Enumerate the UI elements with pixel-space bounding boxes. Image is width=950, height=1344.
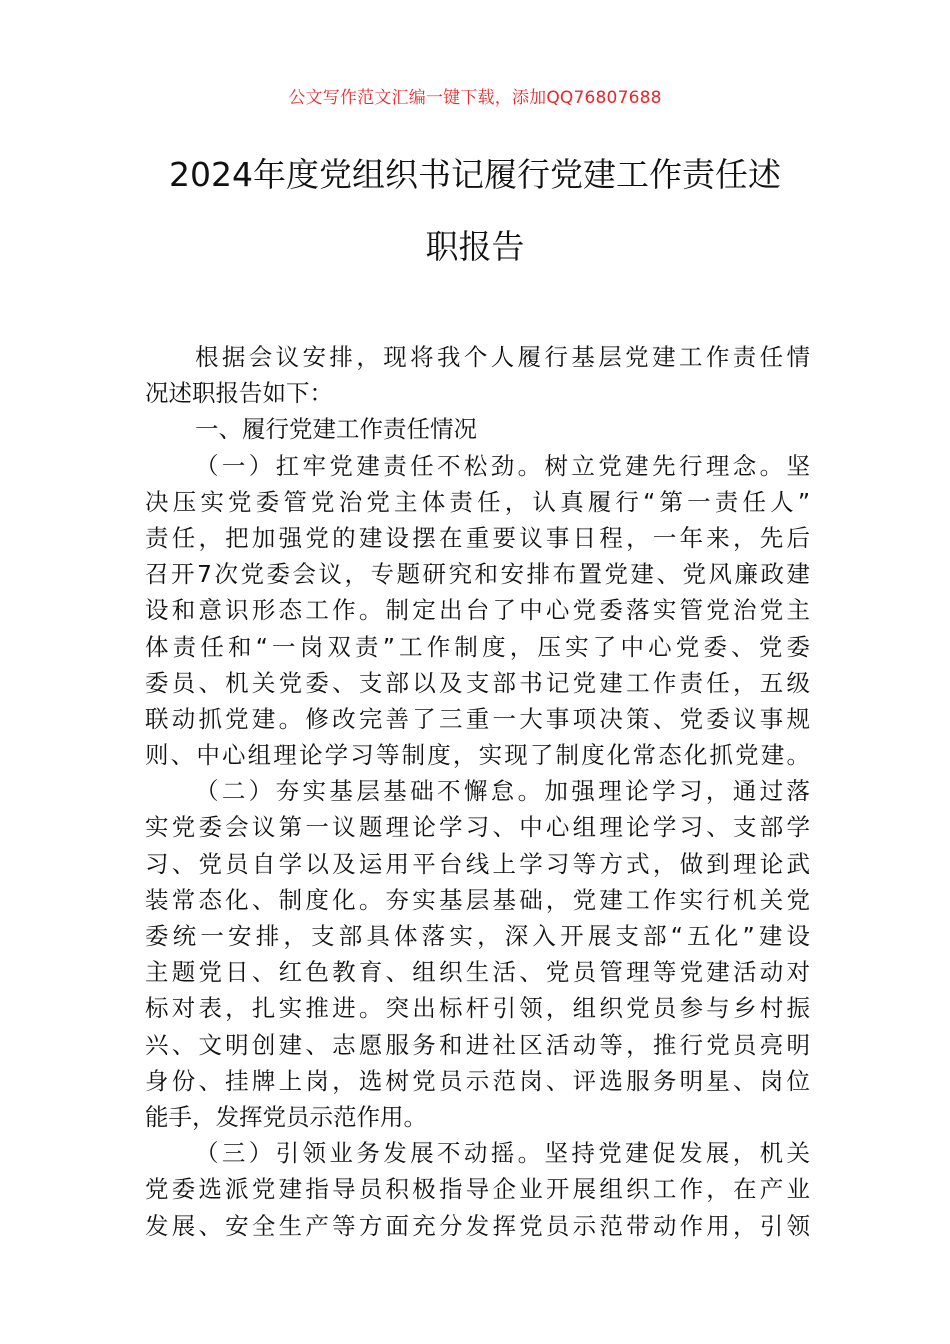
paragraph-2-line: 习、党员自学以及运用平台线上学习等方式，做到理论武 <box>145 849 810 878</box>
paragraph-2-line: 主题党日、红色教育、组织生活、党员管理等党建活动对 <box>145 958 810 987</box>
paragraph-2-line: 身份、挂牌上岗，选树党员示范岗、评选服务明星、岗位 <box>145 1066 810 1095</box>
document-body <box>145 339 810 1244</box>
paragraph-1-line: （一）扛牢党建责任不松劲。树立党建先行理念。坚 <box>195 451 810 480</box>
document-title-line-2: 职报告 <box>425 227 525 266</box>
paragraph-1-line: 联动抓党建。修改完善了三重一大事项决策、党委议事规 <box>145 704 810 733</box>
section-heading: 一、履行党建工作责任情况 <box>195 415 477 444</box>
paragraph-3-line: （三）引领业务发展不动摇。坚持党建促发展，机关 <box>195 1139 810 1168</box>
paragraph-1-line: 责任，把加强党的建设摆在重要议事日程，一年来，先后 <box>145 523 810 552</box>
paragraph-3-line: 党委选派党建指导员积极指导企业开展组织工作，在产业 <box>145 1175 810 1204</box>
paragraph-1-line: 则、中心组理论学习等制度，实现了制度化常态化抓党建。 <box>145 741 810 770</box>
paragraph-2-line: 装常态化、制度化。夯实基层基础，党建工作实行机关党 <box>145 885 810 914</box>
paragraph-intro-line: 况述职报告如下： <box>145 379 333 408</box>
document-title-line-1: 2024年度党组织书记履行党建工作责任述 <box>169 155 781 194</box>
paragraph-3-line: 发展、安全生产等方面充分发挥党员示范带动作用，引领 <box>145 1211 810 1240</box>
paragraph-1-line: 召开7次党委会议，专题研究和安排布置党建、党风廉政建 <box>145 560 810 589</box>
paragraph-1-line: 委员、机关党委、支部以及支部书记党建工作责任，五级 <box>145 668 810 697</box>
paragraph-2-line: 能手，发挥党员示范作用。 <box>145 1102 427 1131</box>
paragraph-1-line: 体责任和“一岗双责”工作制度，压实了中心党委、党委 <box>145 632 810 661</box>
paragraph-1-line: 设和意识形态工作。制定出台了中心党委落实管党治党主 <box>145 596 810 625</box>
paragraph-2-line: （二）夯实基层基础不懈怠。加强理论学习，通过落 <box>195 777 810 806</box>
watermark-banner: 公文写作范文汇编一键下载，添加QQ76807688 <box>288 88 662 108</box>
paragraph-2-line: 兴、文明创建、志愿服务和进社区活动等，推行党员亮明 <box>145 1030 810 1059</box>
paragraph-1-line: 决压实党委管党治党主体责任，认真履行“第一责任人” <box>145 487 810 516</box>
paragraph-2-line: 实党委会议第一议题理论学习、中心组理论学习、支部学 <box>145 813 810 842</box>
paragraph-2-line: 委统一安排，支部具体落实，深入开展支部“五化”建设 <box>145 922 810 950</box>
paragraph-intro-line: 根据会议安排，现将我个人履行基层党建工作责任情 <box>195 343 810 371</box>
paragraph-2-line: 标对表，扎实推进。突出标杆引领，组织党员参与乡村振 <box>145 994 810 1023</box>
